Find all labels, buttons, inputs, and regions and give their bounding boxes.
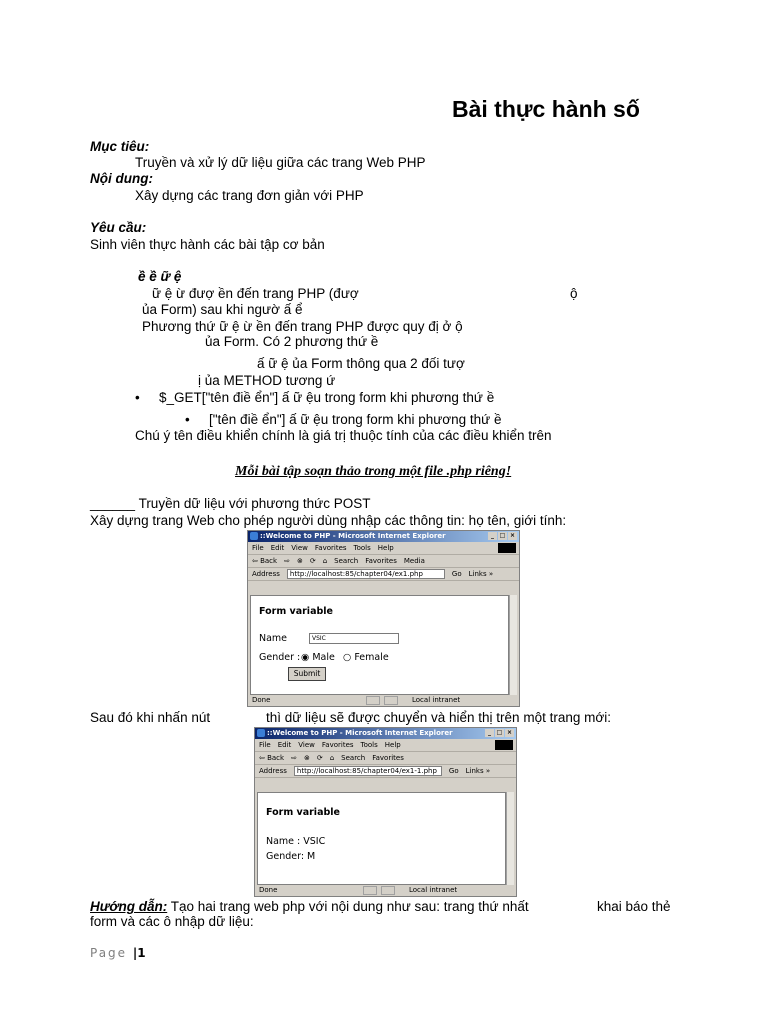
result-name: Name : VSIC <box>266 836 326 847</box>
address-input[interactable]: http://localhost:85/chapter04/ex1.php <box>287 569 445 579</box>
minimize-icon[interactable]: _ <box>485 729 494 737</box>
female-label: Female <box>354 652 389 663</box>
fragment-line-1: ề ề ữ ệ <box>138 269 182 284</box>
refresh-icon[interactable]: ⟳ <box>316 754 323 762</box>
fragment-line-2: ữ ệ ừ đượ ền đến trang PHP (đượ <box>152 286 359 301</box>
menu-bar <box>248 542 519 555</box>
vertical-scrollbar[interactable] <box>509 595 517 695</box>
maximize-icon[interactable]: □ <box>496 729 503 736</box>
note-one-file: Mỗi bài tập soạn thảo trong một file .php riêng! <box>235 464 512 479</box>
menu-tools[interactable]: Tools <box>360 741 378 749</box>
address-bar <box>248 568 519 581</box>
back-button[interactable]: ⇦ Back <box>259 754 285 762</box>
menu-edit[interactable]: Edit <box>270 544 285 552</box>
stop-icon[interactable]: ⊗ <box>303 754 310 762</box>
windows-logo-icon <box>498 543 516 553</box>
menu-tools[interactable]: Tools <box>353 544 371 552</box>
links-button[interactable]: Links » <box>465 767 491 775</box>
refresh-icon[interactable]: ⟳ <box>309 557 316 565</box>
address-label: Address <box>252 570 280 578</box>
huong-dan-line2: form và các ô nhập dữ liệu: <box>90 914 254 929</box>
fragment-line-10: Chú ý tên điều khiển chính là giá trị thuộc tính của các điều khiển trên <box>135 428 552 443</box>
ie-icon <box>250 532 258 540</box>
windows-logo-icon <box>495 740 513 750</box>
noi-dung-text: Xây dựng các trang đơn giản với PHP <box>135 188 364 203</box>
fragment-line-6: ấ ữ ệ ủa Form thông qua 2 đối tượ <box>257 356 465 371</box>
links-button[interactable]: Links » <box>468 570 494 578</box>
huong-dan-label: Hướng dẫn: <box>90 899 168 914</box>
fragment-line-3: ủa Form) sau khi ngườ ấ ể <box>142 302 303 317</box>
muc-tieu-text: Truyền và xử lý dữ liệu giữa các trang Web PHP <box>135 155 426 170</box>
page-content <box>257 792 506 885</box>
toolbar <box>255 752 516 765</box>
status-cell <box>363 886 377 895</box>
gender-label: Gender : <box>259 652 301 663</box>
bullet-post: • ["tên điề ển"] ấ ữ ệu trong form khi phương thứ ề <box>209 412 501 427</box>
yeu-cau-text: Sinh viên thực hành các bài tập cơ bản <box>90 237 325 252</box>
exercise-desc: Xây dựng trang Web cho phép người dùng nhập các thông tin: họ tên, giới tính: <box>90 513 567 528</box>
huong-dan-text: Tạo hai trang web php với nội dung như sau: trang thứ nhất <box>167 899 529 914</box>
exercise-heading <box>90 496 370 511</box>
back-button[interactable]: ⇦ Back <box>252 557 278 565</box>
status-done: Done <box>252 696 271 704</box>
home-icon[interactable]: ⌂ <box>329 754 335 762</box>
fragment-line-7: ị ủa METHOD tương ứ <box>198 373 336 388</box>
submit-button[interactable]: Submit <box>288 667 326 681</box>
bullet-get: • $_GET["tên điề ển"] ấ ữ ệu trong form khi phương thứ ề <box>159 390 494 405</box>
status-bar <box>257 885 514 895</box>
favorites-button[interactable]: Favorites <box>372 754 404 762</box>
page-content <box>250 595 509 695</box>
muc-tieu-label: Mục tiêu: <box>90 139 150 154</box>
result-gender: Gender: M <box>266 851 316 862</box>
vertical-scrollbar[interactable] <box>506 792 514 885</box>
menu-file[interactable]: File <box>252 544 264 552</box>
window-title: ::Welcome to PHP - Microsoft Internet Explorer <box>267 729 453 737</box>
status-cell <box>384 696 398 705</box>
zone-label: Local intranet <box>409 886 458 894</box>
radio-empty-icon[interactable]: ○ <box>343 652 352 663</box>
window-title: ::Welcome to PHP - Microsoft Internet Explorer <box>260 532 446 540</box>
menu-help[interactable]: Help <box>377 544 394 552</box>
name-input[interactable]: VSIC <box>309 633 399 644</box>
footer-page-word: Page <box>90 946 128 960</box>
ie-icon <box>257 729 265 737</box>
huong-dan-line <box>90 899 529 914</box>
result-heading: Form variable <box>266 807 340 818</box>
menu-favorites[interactable]: Favorites <box>321 741 354 749</box>
menu-view[interactable]: View <box>298 741 315 749</box>
address-input[interactable]: http://localhost:85/chapter04/ex1-1.php <box>294 766 442 776</box>
after-submit-text-a: Sau đó khi nhấn nút <box>90 710 211 725</box>
page-title: Bài thực hành số <box>452 96 640 122</box>
male-label: Male <box>312 652 335 663</box>
after-submit-text-b: thì dữ liệu sẽ được chuyển và hiển thị trên một trang mới: <box>266 710 611 725</box>
status-cell <box>366 696 380 705</box>
address-bar <box>255 765 516 778</box>
menu-file[interactable]: File <box>259 741 271 749</box>
maximize-icon[interactable]: □ <box>499 532 506 539</box>
stop-icon[interactable]: ⊗ <box>296 557 303 565</box>
forward-button[interactable]: ⇨ <box>284 557 290 565</box>
media-button[interactable]: Media <box>403 557 425 565</box>
zone-label: Local intranet <box>412 696 461 704</box>
exercise-title: Truyền dữ liệu với phương thức POST <box>135 496 371 511</box>
search-button[interactable]: Search <box>341 754 366 762</box>
window-titlebar <box>255 728 516 739</box>
menu-bar <box>255 739 516 752</box>
status-done: Done <box>259 886 278 894</box>
ie-window-result <box>254 727 517 897</box>
status-bar <box>250 695 517 705</box>
close-icon[interactable]: × <box>509 532 516 539</box>
huong-dan-tail: khai báo thẻ <box>597 899 671 914</box>
menu-help[interactable]: Help <box>384 741 401 749</box>
forward-button[interactable]: ⇨ <box>291 754 297 762</box>
footer-page-number: 1 <box>137 946 146 960</box>
toolbar <box>248 555 519 568</box>
fragment-line-5: ủa Form. Có 2 phương thứ ề <box>205 334 379 349</box>
ie-window-form <box>247 530 520 707</box>
noi-dung-label: Nội dung: <box>90 171 153 186</box>
fragment-line-4: Phương thứ ữ ệ ừ ền đến trang PHP được quy đị ở ộ <box>142 319 463 334</box>
minimize-icon[interactable]: _ <box>488 532 497 540</box>
exercise-blank: ______ <box>90 496 136 511</box>
form-heading: Form variable <box>259 606 333 617</box>
gender-female-radio[interactable] <box>343 652 389 663</box>
yeu-cau-label: Yêu cầu: <box>90 220 147 235</box>
go-button[interactable]: Go <box>451 570 462 578</box>
radio-checked-icon[interactable]: ◉ <box>301 652 310 663</box>
gender-male-radio[interactable] <box>301 652 335 663</box>
window-titlebar <box>248 531 519 542</box>
go-button[interactable]: Go <box>448 767 459 775</box>
menu-edit[interactable]: Edit <box>277 741 292 749</box>
fragment-line-2b: ộ <box>570 286 578 301</box>
search-button[interactable]: Search <box>334 557 359 565</box>
menu-favorites[interactable]: Favorites <box>314 544 347 552</box>
address-label: Address <box>259 767 287 775</box>
name-label: Name <box>259 633 288 644</box>
footer-separator: | <box>132 946 138 960</box>
home-icon[interactable]: ⌂ <box>322 557 328 565</box>
close-icon[interactable]: × <box>506 729 513 736</box>
favorites-button[interactable]: Favorites <box>365 557 397 565</box>
status-cell <box>381 886 395 895</box>
menu-view[interactable]: View <box>291 544 308 552</box>
page-footer <box>90 946 146 960</box>
